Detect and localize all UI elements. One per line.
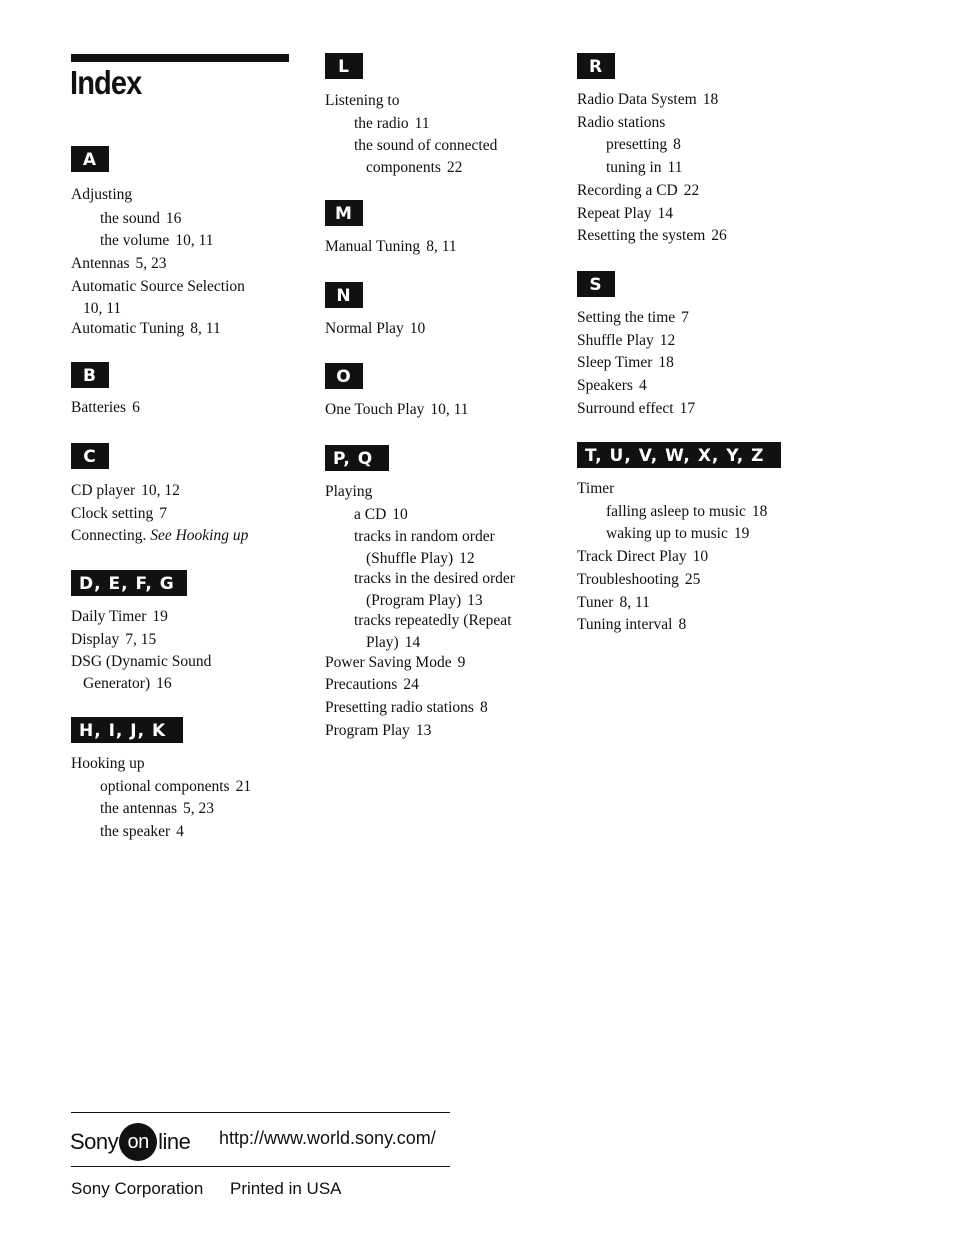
website-link[interactable]: http://www.world.sony.com/: [219, 1128, 436, 1148]
index-entry: Adjusting: [71, 186, 133, 203]
index-entry: the sound 16: [100, 209, 182, 227]
index-entry: the antennas 5, 23: [100, 800, 215, 818]
index-entry: Speakers 4: [577, 377, 647, 395]
index-entry: CD player 10, 12: [71, 482, 180, 499]
section-heading-n: N: [325, 282, 363, 308]
title-rule: [71, 54, 289, 62]
footer-top-rule: [71, 1112, 450, 1113]
index-entry: Listening to: [325, 92, 400, 109]
sony-online-logo: [70, 1123, 190, 1161]
entry-list: [325, 318, 425, 341]
section-l: [325, 53, 497, 177]
entry-list: [325, 236, 457, 259]
entry-list: [577, 478, 781, 637]
section-hijk: [71, 717, 251, 844]
section-heading-o: O: [325, 363, 363, 389]
index-entry: Connecting. See Hooking up: [71, 527, 249, 545]
section-heading-b: B: [71, 362, 109, 388]
index-entry: Clock setting 7: [71, 504, 167, 522]
index-entry: Resetting the system 26: [577, 227, 727, 245]
footer-bottom-rule: [71, 1166, 450, 1167]
entry-list: [71, 397, 140, 420]
section-n: [325, 282, 425, 341]
index-entry: One Touch Play 10, 11: [325, 401, 469, 418]
index-entry: tracks in the desired order: [354, 570, 515, 588]
index-entry: Hooking up: [71, 755, 145, 772]
section-heading-s: S: [577, 271, 615, 297]
entry-list: [71, 184, 245, 340]
index-entry: a CD 10: [354, 505, 408, 523]
index-entry: Timer: [577, 480, 615, 497]
index-entry-continued: (Program Play) 13: [366, 591, 483, 609]
index-entry: DSG (Dynamic Sound: [71, 653, 212, 671]
index-entry-continued: Play) 14: [366, 633, 421, 651]
section-s: [577, 271, 695, 421]
section-m: [325, 200, 457, 259]
section-heading-m: M: [325, 200, 363, 226]
section-heading-defg: D, E, F, G: [71, 570, 187, 596]
printed-in: Printed in USA: [230, 1179, 342, 1198]
index-entry: the volume 10, 11: [100, 232, 214, 250]
index-entry: Manual Tuning 8, 11: [325, 238, 457, 255]
index-entry: tracks repeatedly (Repeat: [354, 611, 512, 629]
section-heading-l: L: [325, 53, 363, 79]
section-pq: [325, 445, 515, 742]
section-heading-a: A: [71, 146, 109, 172]
index-entry: Shuffle Play 12: [577, 331, 676, 349]
entry-list: [71, 480, 248, 548]
index-entry: Tuner 8, 11: [577, 593, 650, 611]
section-heading-pq: P, Q: [325, 445, 389, 471]
logo-circle: on: [119, 1123, 157, 1161]
index-entry-continued: Generator) 16: [83, 675, 172, 693]
index-entry: Daily Timer 19: [71, 608, 168, 625]
section-r: [577, 53, 727, 248]
index-entry: tracks in random order: [354, 528, 495, 546]
section-tuvwxyz: [577, 442, 781, 637]
entry-list: [325, 90, 497, 177]
index-entry: Automatic Tuning 8, 11: [71, 319, 221, 337]
index-entry: the speaker 4: [100, 823, 184, 841]
entry-list: [325, 399, 469, 422]
index-entry: Program Play 13: [325, 721, 432, 739]
index-entry: Tuning interval 8: [577, 616, 687, 634]
index-entry: Track Direct Play 10: [577, 548, 709, 566]
index-entry: Automatic Source Selection: [71, 277, 245, 295]
logo-prefix: Sony: [70, 1129, 119, 1154]
section-b: [71, 362, 140, 420]
index-entry: Antennas 5, 23: [71, 255, 167, 273]
section-heading-hijk: H, I, J, K: [71, 717, 183, 743]
corporation-name: Sony Corporation: [71, 1179, 204, 1198]
index-entry: Presetting radio stations 8: [325, 698, 488, 716]
index-entry: Repeat Play 14: [577, 204, 673, 222]
entry-list: [71, 753, 251, 844]
section-defg: [71, 570, 211, 693]
entry-list: [577, 89, 727, 248]
index-entry-continued: components 22: [366, 159, 463, 177]
section-c: [71, 443, 248, 548]
section-heading-r: R: [577, 53, 615, 79]
index-entry: tuning in 11: [606, 159, 683, 177]
index-entry: Precautions 24: [325, 676, 419, 694]
logo-suffix: line: [158, 1129, 191, 1154]
index-entry: waking up to music 19: [606, 525, 750, 543]
index-entry: Radio stations: [577, 113, 666, 131]
index-entry: Sleep Timer 18: [577, 354, 674, 372]
section-heading-c: C: [71, 443, 109, 469]
entry-list: [325, 481, 515, 742]
index-entry: falling asleep to music 18: [606, 502, 768, 520]
index-entry: the sound of connected: [354, 137, 498, 155]
section-a: [71, 146, 245, 340]
index-entry: Recording a CD 22: [577, 181, 700, 199]
entry-list: [577, 307, 695, 421]
entry-list: [71, 606, 211, 693]
index-entry: Radio Data System 18: [577, 91, 719, 108]
index-entry: Setting the time 7: [577, 309, 689, 326]
section-o: [325, 363, 469, 422]
index-entry: presetting 8: [606, 136, 681, 154]
page-title: Index: [70, 64, 142, 101]
index-entry: Display 7, 15: [71, 630, 157, 648]
index-entry: optional components 21: [100, 777, 252, 795]
index-entry-continued: 10, 11: [83, 299, 122, 317]
index-entry: Surround effect 17: [577, 399, 696, 417]
index-entry: Troubleshooting 25: [577, 570, 701, 588]
index-entry-continued: (Shuffle Play) 12: [366, 550, 475, 568]
index-entry: Playing: [325, 483, 373, 500]
index-entry: the radio 11: [354, 114, 430, 132]
index-entry: Power Saving Mode 9: [325, 653, 466, 671]
index-entry: Normal Play 10: [325, 320, 426, 337]
index-entry: Batteries 6: [71, 399, 140, 416]
section-heading-tuvwxyz: T, U, V, W, X, Y, Z: [577, 442, 781, 468]
